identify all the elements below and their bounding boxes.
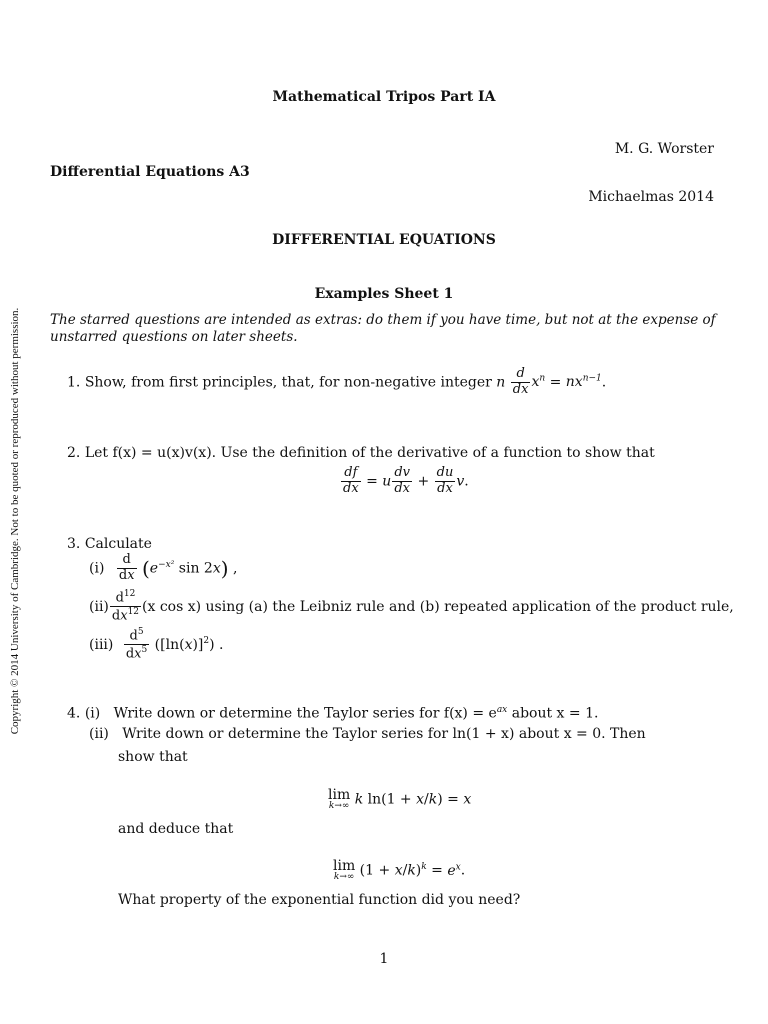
question-4: 4. (i) Write down or determine the Taylor series for $f(x) = e^{ax}$ about x = 1. <box>67 705 599 722</box>
q3-part-i: (i) $\frac{d}{dx}$ ($e^{-x^2}$ sin 2x) , <box>89 552 238 583</box>
question-2 <box>67 445 655 461</box>
q4-deduce: and deduce that <box>118 821 234 837</box>
subject-heading: DIFFERENTIAL EQUATIONS <box>272 232 496 248</box>
question-text: Calculate <box>84 536 152 552</box>
q4-limit-2: lim k→∞ $(1 + x/k)^k = e^x$. <box>333 858 466 882</box>
copyright-sidebar <box>5 286 25 756</box>
course-name: Differential Equations A3 <box>50 164 250 180</box>
author: M. G. Worster <box>614 141 714 157</box>
q4-part-ii: (ii) Write down or determine the Taylor series for ln(1 + x) about x = 0. Then <box>89 726 646 742</box>
question-number: 1. <box>67 374 81 391</box>
intro-line-2: unstarred questions on later sheets. <box>50 329 298 345</box>
question-text: Let f(x) = u(x)v(x). Use the definition of the derivative of a function to show that <box>84 445 655 461</box>
q4-show-that: show that <box>118 749 188 765</box>
sheet-heading: Examples Sheet 1 <box>314 286 454 302</box>
question-number: 4. <box>67 705 81 722</box>
term: Michaelmas 2014 <box>588 189 714 205</box>
q3-part-iii: (iii) $\frac{d^5}{dx^5}$ $([\ln(x)]^2)$ . <box>89 627 224 662</box>
q4-question: What property of the exponential function did you need? <box>118 892 521 908</box>
question-text: Show, from first principles, that, for non-negative integer <box>84 374 492 391</box>
q4-limit-1: lim k→∞ k ln(1 + x/k) = x <box>328 787 472 811</box>
copyright-text: Copyright © 2014 University of Cambridge. Not to be quoted or reproduced without permission. <box>9 307 21 735</box>
page-number: 1 <box>379 951 389 967</box>
question-1: 1. Show, from first principles, that, for non-negative integer n $\frac{d}{dx}$ $x^n = nx^{n-1}$. <box>67 366 607 397</box>
document-title: Mathematical Tripos Part IA <box>272 89 496 105</box>
question-number: 3. <box>67 536 81 552</box>
question-3 <box>67 536 152 552</box>
intro-line-1: The starred questions are intended as extras: do them if you have time, but not at the expense of <box>50 312 716 328</box>
q2-equation: $\frac{df}{dx}$ = u $\frac{dv}{dx}$ + $\frac{du}{dx}$ v. <box>343 465 469 496</box>
question-number: 2. <box>67 445 81 461</box>
q3-part-ii: (ii) $\frac{d^{12}}{dx^{12}}$ (x cos x) using (a) the Leibniz rule and (b) repeated application of the product rule, <box>89 589 734 624</box>
